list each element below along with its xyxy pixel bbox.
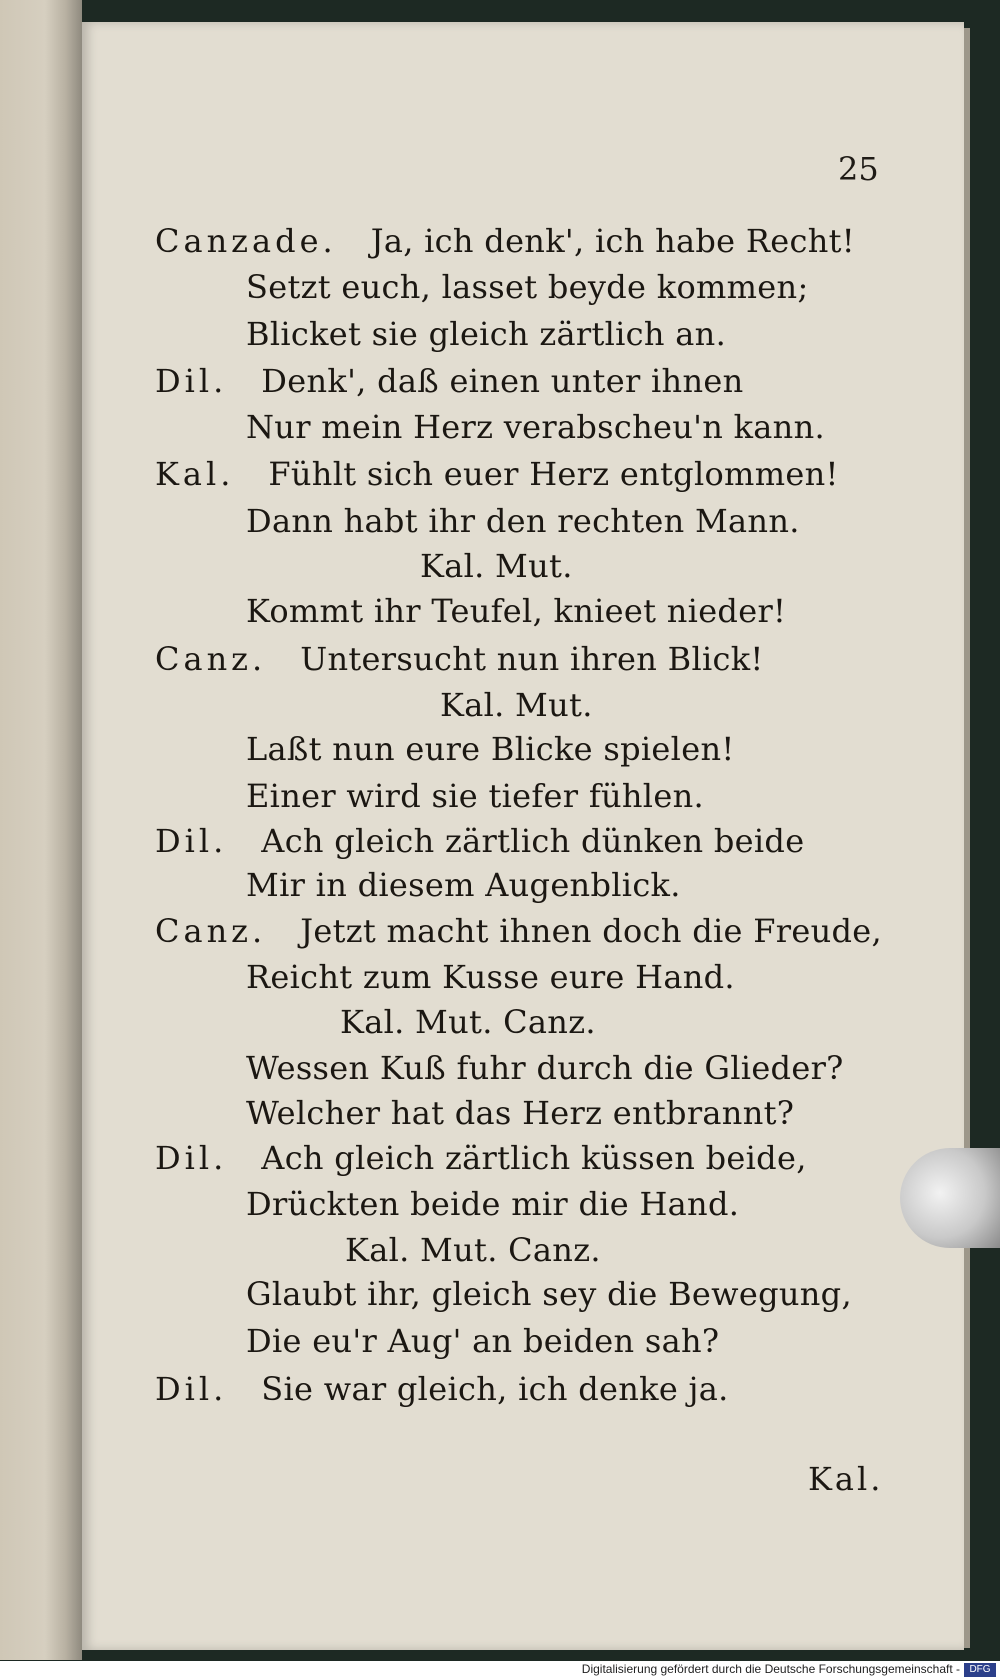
line-text: Wessen Kuß fuhr durch die Glieder? [246, 1049, 844, 1087]
line-text: Mir in diesem Augenblick. [246, 866, 681, 904]
book-spine [0, 0, 82, 1660]
verse-line [155, 912, 882, 950]
line-text: Kommt ihr Teufel, knieet nieder! [246, 592, 787, 630]
verse-line [246, 1275, 852, 1313]
line-text: Laßt nun eure Blicke spielen! [246, 730, 735, 768]
verse-line [246, 408, 825, 446]
line-text: Ja, ich denk', ich habe Recht! [370, 222, 855, 260]
line-text: Setzt euch, lasset beyde kommen; [246, 268, 809, 306]
line-text: Blicket sie gleich zärtlich an. [246, 315, 727, 353]
speaker-name: Canzade. [155, 222, 337, 260]
verse-line [246, 592, 786, 630]
speaker-name: Canz. [155, 640, 267, 678]
dfg-logo: DFG [964, 1663, 996, 1677]
line-text: Drückten beide mir die Hand. [246, 1185, 740, 1223]
verse-line [246, 268, 809, 306]
verse-line [340, 1003, 596, 1041]
verse-line [246, 1322, 719, 1360]
speaker-name: Dil. [155, 362, 228, 400]
verse-line [155, 455, 839, 493]
page-edge [964, 28, 970, 1648]
page-clip [900, 1148, 1000, 1248]
line-text: Sie war gleich, ich denke ja. [261, 1370, 729, 1408]
verse-line [246, 1094, 794, 1132]
verse-line [155, 822, 804, 860]
verse-line [440, 686, 593, 724]
line-text: Denk', daß einen unter ihnen [261, 362, 744, 400]
speaker-name: Dil. [155, 1139, 228, 1177]
verse-line [155, 1370, 729, 1408]
verse-line [155, 362, 744, 400]
verse-line [345, 1231, 601, 1269]
line-text: Untersucht nun ihren Blick! [300, 640, 764, 678]
line-text: Ach gleich zärtlich küssen beide, [261, 1139, 807, 1177]
line-text: Fühlt sich euer Herz entglommen! [268, 455, 839, 493]
line-text: Kal. Mut. [420, 547, 573, 585]
catchword: Kal. [808, 1460, 884, 1498]
line-text: Dann habt ihr den rechten Mann. [246, 502, 800, 540]
verse-line [246, 866, 681, 904]
footer-credit: Digitalisierung gefördert durch die Deutsche Forschungsgemeinschaft - [581, 1662, 960, 1676]
verse-line [420, 547, 573, 585]
verse-line [155, 1139, 807, 1177]
speaker-name: Dil. [155, 1370, 228, 1408]
line-text: Glaubt ihr, gleich sey die Bewegung, [246, 1275, 852, 1313]
verse-line [155, 640, 764, 678]
line-text: Kal. Mut. [440, 686, 593, 724]
verse-line [246, 502, 800, 540]
line-text: Welcher hat das Herz entbrannt? [246, 1094, 795, 1132]
line-text: Kal. Mut. Canz. [345, 1231, 601, 1269]
line-text: Jetzt macht ihnen doch die Freude, [300, 912, 882, 950]
verse-line [246, 730, 735, 768]
verse-line [246, 1049, 844, 1087]
line-text: Kal. Mut. Canz. [340, 1003, 596, 1041]
verse-line [246, 777, 704, 815]
speaker-name: Dil. [155, 822, 228, 860]
footer-bar [0, 1661, 1000, 1679]
line-text: Ach gleich zärtlich dünken beide [261, 822, 805, 860]
speaker-name: Canz. [155, 912, 267, 950]
verse-line [246, 315, 726, 353]
line-text: Einer wird sie tiefer fühlen. [246, 777, 704, 815]
line-text: Nur mein Herz verabscheu'n kann. [246, 408, 825, 446]
speaker-name: Kal. [155, 455, 235, 493]
page-number: 25 [838, 150, 879, 188]
verse-line [155, 222, 855, 260]
line-text: Die eu'r Aug' an beiden sah? [246, 1322, 720, 1360]
line-text: Reicht zum Kusse eure Hand. [246, 958, 735, 996]
verse-line [246, 958, 735, 996]
verse-line [246, 1185, 739, 1223]
